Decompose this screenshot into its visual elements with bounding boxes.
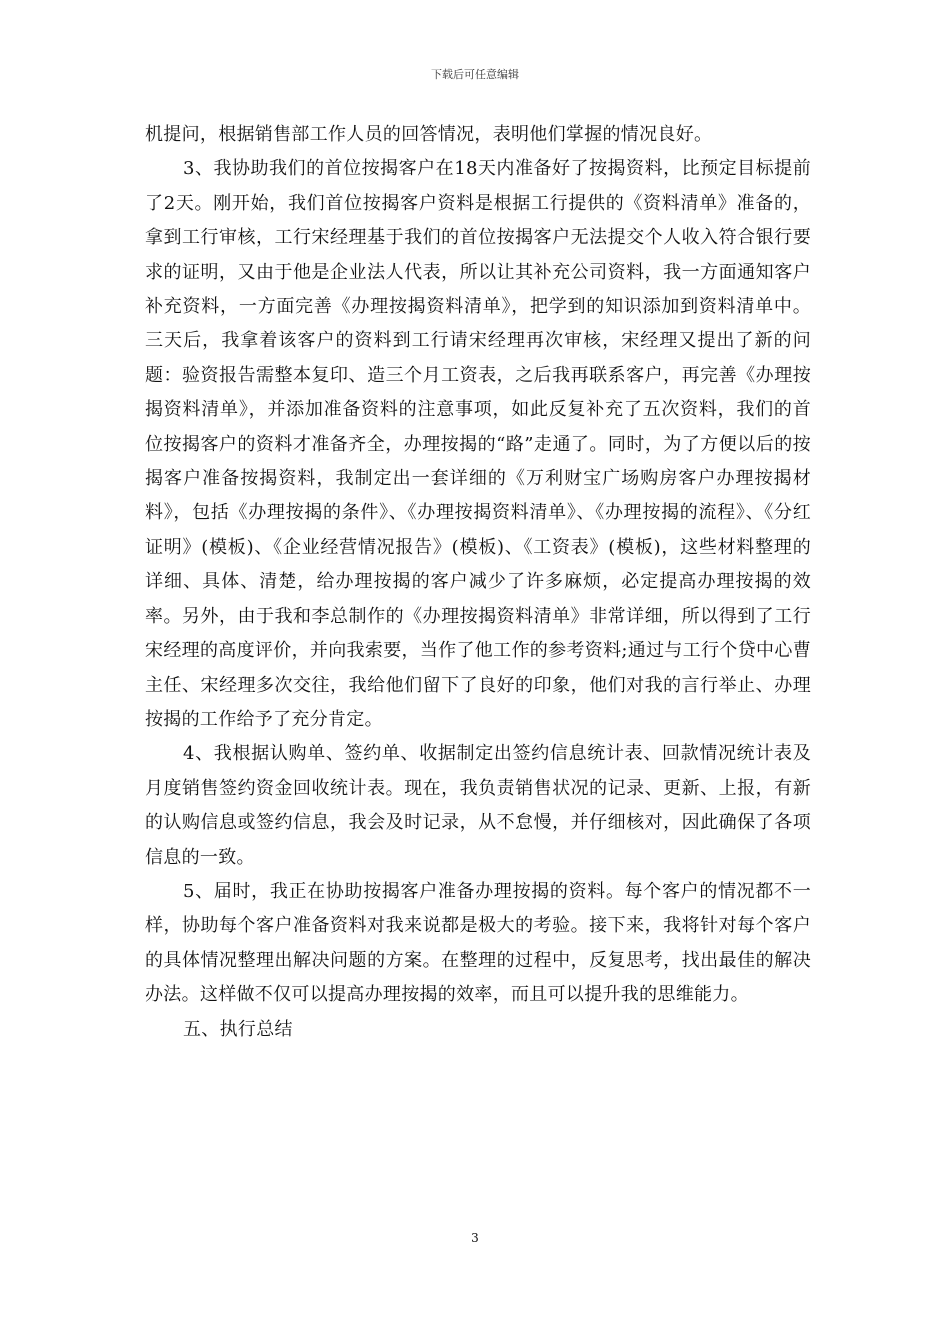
paragraph-item-4: 4、我根据认购单、签约单、收据制定出签约信息统计表、回款情况统计表及月度销售签约资金回收统计表。现在，我负责销售状况的记录、更新、上报，有新的认购信息或签约信息，我会及时记录，从不怠慢，并仔细核对，因此确保了各项信息的一致。 (145, 743, 811, 868)
paragraph-continuation: 机提问，根据销售部工作人员的回答情况，表明他们掌握的情况良好。 (145, 124, 713, 145)
paragraph-item-3: 3、我协助我们的首位按揭客户在18天内准备好了按揭资料，比预定目标提前了2天。刚开始，我们首位按揭客户资料是根据工行提供的《资料清单》准备的，拿到工行审核，工行宋经理基于我们的首位按揭客户无法提交个人收入符合银行要求的证明，又由于他是企业法人代表，所以让其补充公司资料，我一方面通知客户补充资料，一方面完善《办理按揭资料清单》，把学到的知识添加到资料清单中。三天后，我拿着该客户的资料到工行请宋经理再次审核，宋经理又提出了新的问题：验资报告需整本复印、造三个月工资表，之后我再联系客户，再完善《办理按揭资料清单》，并添加准备资料的注意事项，如此反复补充了五次资料，我们的首位按揭客户的资料才准备齐全，办理按揭的“路”走通了。同时，为了方便以后的按揭客户准备按揭资料，我制定出一套详细的《万利财宝广场购房客户办理按揭材料》，包括《办理按揭的条件》、《办理按揭资料清单》、《办理按揭的流程》、《分红证明》(模板)、《企业经营情况报告》(模板)、《工资表》(模板)，这些材料整理的详细、具体、清楚，给办理按揭的客户减少了许多麻烦，必定提高办理按揭的效率。另外，由于我和李总制作的《办理按揭资料清单》非常详细，所以得到了工行宋经理的高度评价，并向我索要，当作了他工作的参考资料;通过与工行个贷中心曹主任、宋经理多次交往，我给他们留下了良好的印象，他们对我的言行举止、办理按揭的工作给予了充分肯定。 (145, 158, 811, 730)
section-heading-execution-summary: 五、执行总结 (183, 1018, 293, 1040)
document-body (145, 118, 811, 1047)
page-number: 3 (471, 1231, 479, 1245)
page-header: 下载后可任意编辑 (431, 68, 519, 81)
paragraph-item-5: 5、届时，我正在协助按揭客户准备办理按揭的资料。每个客户的情况都不一样，协助每个客户准备资料对我来说都是极大的考验。接下来，我将针对每个客户的具体情况整理出解决问题的方案。在整理的过程中，反复思考，找出最佳的解决办法。这样做不仅可以提高办理按揭的效率，而且可以提升我的思维能力。 (145, 880, 811, 1006)
